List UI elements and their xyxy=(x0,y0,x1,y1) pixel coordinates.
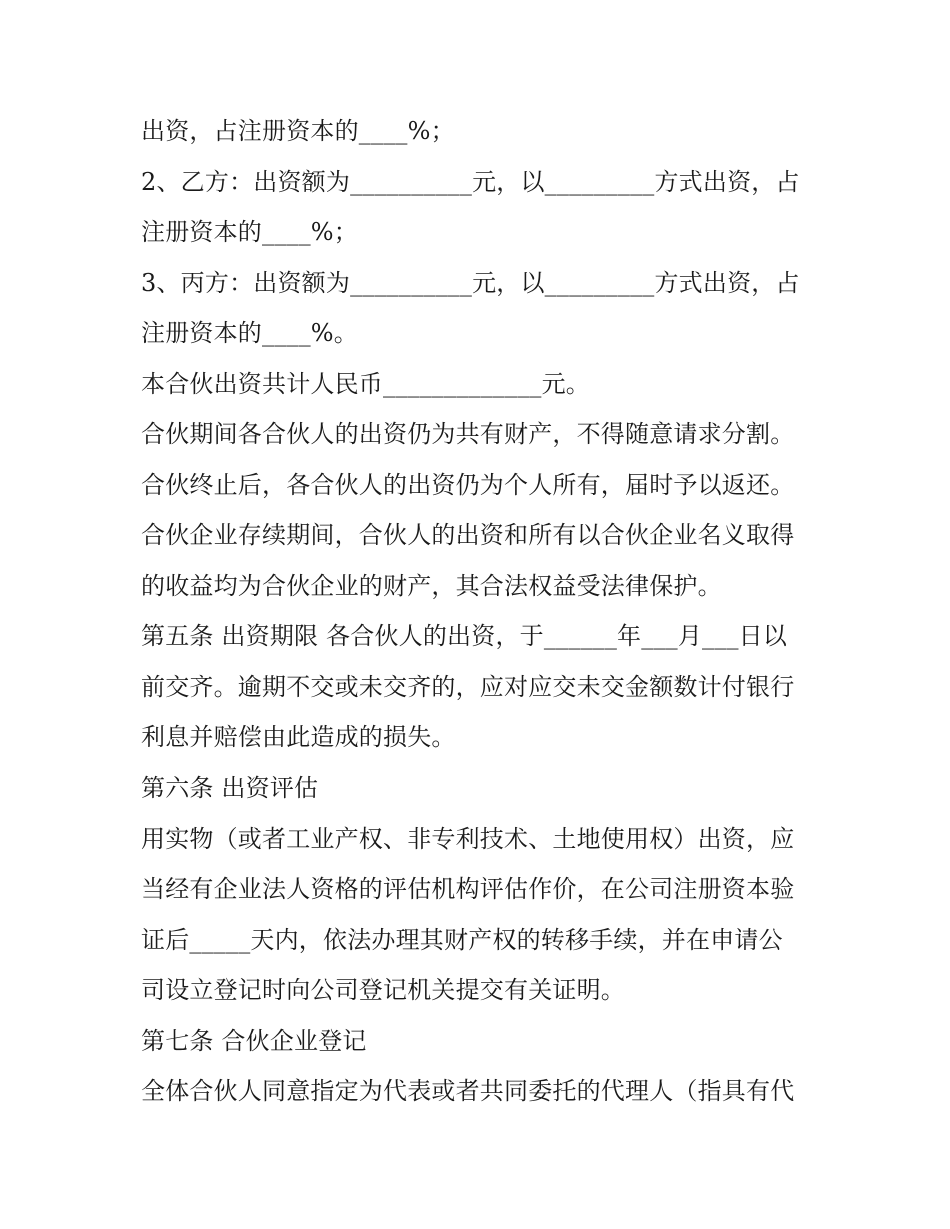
text-line: 合伙期间各合伙人的出资仍为共有财产，不得随意请求分割。 xyxy=(141,420,795,448)
text-line: 的收益均为合伙企业的财产，其合法权益受法律保护。 xyxy=(141,572,722,600)
text-line: 第五条 出资期限 各合伙人的出资，于______年___月___日以 xyxy=(141,622,788,650)
text-line: 本合伙出资共计人民币_____________元。 xyxy=(141,370,590,398)
text-line: 全体合伙人同意指定为代表或者共同委托的代理人（指具有代 xyxy=(141,1077,795,1105)
text-line: 用实物（或者工业产权、非专利技术、土地使用权）出资，应 xyxy=(141,825,795,853)
text-line: 注册资本的____%； xyxy=(141,218,359,246)
text-line: 利息并赔偿由此造成的损失。 xyxy=(141,723,456,751)
text-line: 合伙企业存续期间，合伙人的出资和所有以合伙企业名义取得 xyxy=(141,521,795,549)
text-line: 3、丙方：出资额为__________元，以_________方式出资，占 xyxy=(141,269,800,297)
section-heading: 第七条 合伙企业登记 xyxy=(141,1027,367,1055)
section-heading: 第六条 出资评估 xyxy=(141,774,319,802)
text-line: 合伙终止后，各合伙人的出资仍为个人所有，届时予以返还。 xyxy=(141,471,795,499)
text-line: 证后_____天内，依法办理其财产权的转移手续，并在申请公 xyxy=(141,926,783,954)
text-line: 司设立登记时向公司登记机关提交有关证明。 xyxy=(141,976,625,1004)
text-line: 前交齐。逾期不交或未交齐的，应对应交未交金额数计付银行 xyxy=(141,673,795,701)
text-line: 出资，占注册资本的____%； xyxy=(141,117,455,145)
text-line: 注册资本的____%。 xyxy=(141,319,359,347)
text-line: 当经有企业法人资格的评估机构评估作价，在公司注册资本验 xyxy=(141,875,795,903)
text-line: 2、乙方：出资额为__________元，以_________方式出资，占 xyxy=(141,168,800,196)
